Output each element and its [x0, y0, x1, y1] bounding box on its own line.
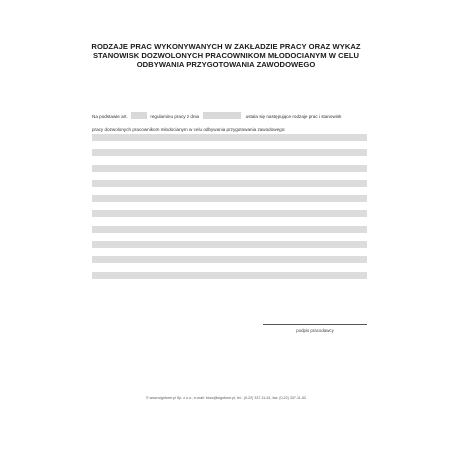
intro-suffix-text: ustala się następujące rodzaje prac i stanowisk [245, 114, 342, 119]
job-entry-line[interactable] [92, 241, 367, 248]
job-entry-line[interactable] [92, 195, 367, 202]
article-number-field[interactable] [131, 112, 147, 119]
document-title [80, 42, 372, 70]
title-line-1: RODZAJE PRAC WYKONYWANYCH W ZAKŁADZIE PRACY ORAZ WYKAZ [91, 42, 361, 51]
job-entry-line[interactable] [92, 180, 367, 187]
job-entry-line[interactable] [92, 134, 367, 141]
intro-middle-text: regulaminu pracy z dnia [150, 114, 200, 119]
title-line-3: ODBYWANIA PRZYGOTOWANIA ZAWODOWEGO [136, 60, 316, 70]
job-entry-line[interactable] [92, 256, 367, 263]
signature-block [263, 324, 367, 333]
regulation-date-field[interactable] [203, 112, 241, 119]
signature-line[interactable] [263, 324, 367, 325]
job-entry-line[interactable] [92, 149, 367, 156]
job-list-fields [92, 134, 367, 287]
job-entry-line[interactable] [92, 226, 367, 233]
intro-paragraph [92, 110, 372, 136]
job-entry-line[interactable] [92, 272, 367, 279]
signature-label: podpis pracodawcy [296, 328, 334, 333]
publisher-footer: © www.signform.pl Sp. z o.o., e-mail: biuro@signform.pl, tel.: (0-22) 337-11-51, fax: (0-22) 337-11-52 [146, 396, 306, 400]
title-line-2: STANOWISK DOZWOLONYCH PRACOWNIKOM MŁODOCIANYM W CELU [92, 51, 360, 61]
job-entry-line[interactable] [92, 210, 367, 217]
intro-row-2: pracy dozwolonych pracownikom młodocianym w celu odbywania przygotowania zawodowego: [92, 127, 286, 132]
intro-row-1 [92, 110, 372, 123]
job-entry-line[interactable] [92, 165, 367, 172]
intro-prefix-text: Na podstawie art. [92, 114, 128, 119]
